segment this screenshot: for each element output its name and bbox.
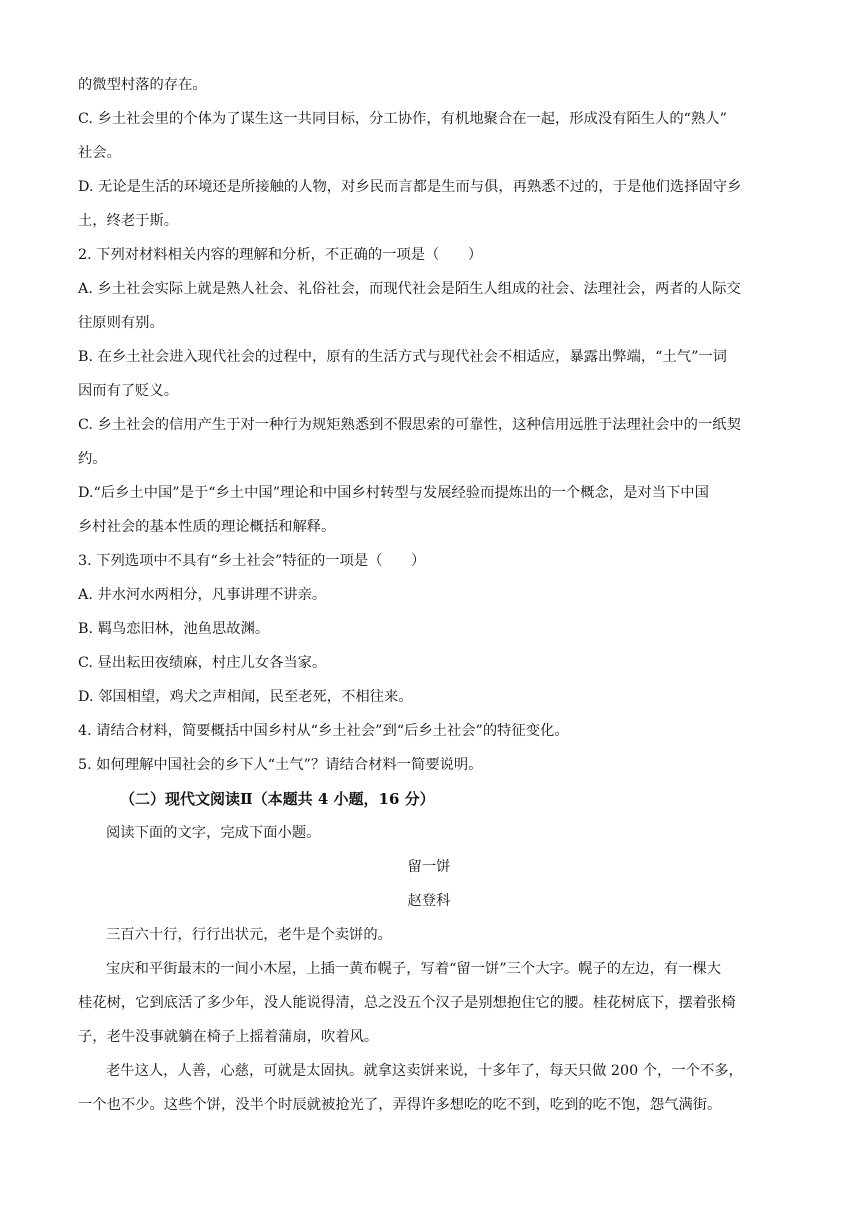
q3-option-b: B. 羁鸟恋旧林，池鱼思故渊。 bbox=[78, 621, 270, 637]
question-2-stem: 2. 下列对材料相关内容的理解和分析，不正确的一项是（ ） bbox=[78, 247, 483, 263]
story-author: 赵登科 bbox=[407, 893, 451, 909]
q1-option-d: D. 无论是生活的环境还是所接触的人物，对乡民而言都是生而与俱，再熟悉不过的，于是他们选择固守乡 bbox=[78, 179, 742, 195]
section-heading: （二）现代文阅读Ⅱ（本题共 4 小题，16 分） bbox=[120, 790, 435, 808]
story-paragraph-2-line-3: 子，老牛没事就躺在椅子上摇着蒲扇，吹着风。 bbox=[78, 1029, 379, 1045]
story-paragraph-3-line-1: 老牛这人，人善，心慈，可就是太固执。就拿这卖饼来说，十多年了，每天只做 200 个，一个不多， bbox=[106, 1063, 743, 1079]
story-paragraph-2-line-2: 桂花树，它到底活了多少年，没人能说得清，总之没五个汉子是别想抱住它的腰。桂花树底下，摆着张椅 bbox=[78, 995, 736, 1011]
q3-option-d: D. 邻国相望，鸡犬之声相闻，民至老死，不相往来。 bbox=[78, 689, 413, 705]
story-paragraph-1: 三百六十行，行行出状元，老牛是个卖饼的。 bbox=[106, 927, 392, 943]
q1-option-c: C. 乡土社会里的个体为了谋生这一共同目标，分工协作，有机地聚合在一起，形成没有陌生人的“熟人” bbox=[78, 111, 727, 127]
q2-option-b-continuation: 因而有了贬义。 bbox=[78, 383, 179, 399]
q2-option-d: D.“后乡土中国”是于“乡土中国”理论和中国乡村转型与发展经验而提炼出的一个概念，是对当下中国 bbox=[78, 485, 709, 501]
q3-option-c: C. 昼出耘田夜绩麻，村庄儿女各当家。 bbox=[78, 655, 327, 671]
q2-option-b: B. 在乡土社会进入现代社会的过程中，原有的生活方式与现代社会不相适应，暴露出弊端，“土气”一词 bbox=[78, 349, 727, 365]
q1-option-d-continuation: 土，终老于斯。 bbox=[78, 213, 179, 229]
q3-option-a: A. 井水河水两相分，凡事讲理不讲亲。 bbox=[78, 587, 327, 603]
q2-option-a: A. 乡土社会实际上就是熟人社会、礼俗社会，而现代社会是陌生人组成的社会、法理社会，两者的人际交 bbox=[78, 281, 741, 297]
question-5: 5. 如何理解中国社会的乡下人“土气”？请结合材料一简要说明。 bbox=[78, 757, 483, 773]
q1-option-c-continuation: 社会。 bbox=[78, 145, 121, 161]
q2-option-c-continuation: 约。 bbox=[78, 451, 107, 467]
story-paragraph-2-line-1: 宝庆和平街最末的一间小木屋，上插一黄布幌子，写着“留一饼”三个大字。幌子的左边，有一棵大 bbox=[106, 961, 722, 977]
q2-option-c: C. 乡土社会的信用产生于对一种行为规矩熟悉到不假思索的可靠性，这种信用远胜于法理社会中的一纸契 bbox=[78, 417, 741, 433]
question-4: 4. 请结合材料，简要概括中国乡村从“乡土社会”到“后乡土社会”的特征变化。 bbox=[78, 723, 569, 739]
question-3-stem: 3. 下列选项中不具有“乡土社会”特征的一项是（ ） bbox=[78, 553, 426, 569]
reading-instruction: 阅读下面的文字，完成下面小题。 bbox=[106, 825, 321, 841]
option-b-continuation: 的微型村落的存在。 bbox=[78, 77, 207, 93]
story-title: 留一饼 bbox=[407, 859, 451, 875]
q2-option-d-continuation: 乡村社会的基本性质的理论概括和解释。 bbox=[78, 519, 336, 535]
story-paragraph-3-line-2: 一个也不少。这些个饼，没半个时辰就被抢光了，弄得许多想吃的吃不到，吃到的吃不饱，怨气满街。 bbox=[78, 1097, 722, 1113]
q2-option-a-continuation: 往原则有别。 bbox=[78, 315, 164, 331]
